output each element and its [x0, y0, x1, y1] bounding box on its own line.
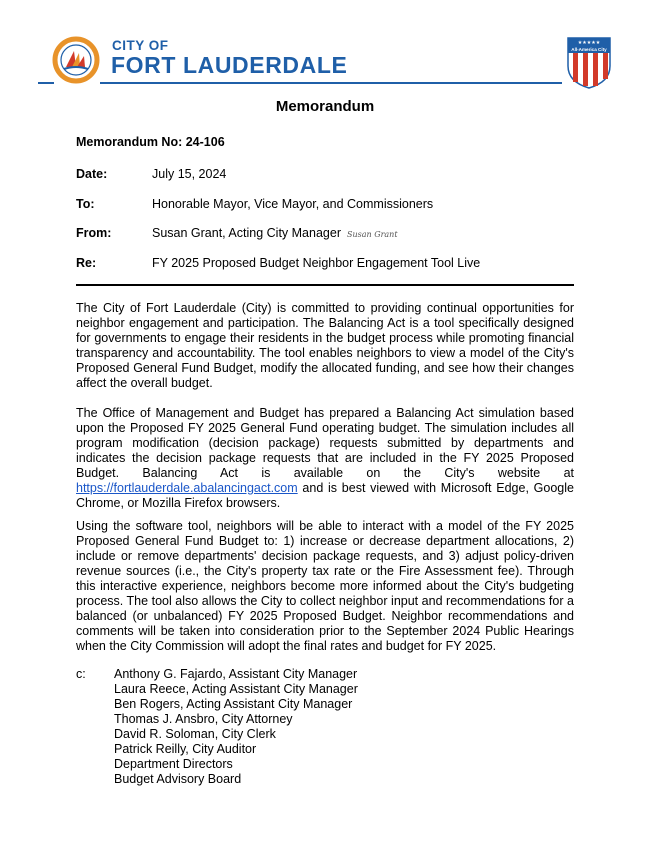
- from-value: Susan Grant, Acting City Manager: [152, 226, 341, 240]
- date-label: Date:: [76, 167, 108, 181]
- cc-recipient: Department Directors: [114, 757, 233, 771]
- date-value: July 15, 2024: [152, 167, 227, 181]
- badge-text: All-America City: [571, 47, 607, 52]
- cc-recipient: Thomas J. Ansbro, City Attorney: [114, 712, 293, 726]
- signature: Susan Grant: [346, 230, 398, 239]
- cc-list: [114, 667, 358, 787]
- city-name-text: FORT LAUDERDALE: [111, 52, 348, 78]
- city-of-text: CITY OF: [112, 38, 169, 53]
- from-label: From:: [76, 226, 112, 240]
- city-seal-icon: [52, 36, 100, 84]
- paragraph-1: The City of Fort Lauderdale (City) is committed to providing continual opportunities for neighbor engagement and participation. The Balancing Act is a tool specifically designed for governments to engage their residents in the budget process while promoting financial transparency and accountability. The tool enables neighbors to view a model of the City's Proposed General Fund Budget, modify the allocated funding, and see how their changes affect the overall budget.: [76, 301, 574, 390]
- to-value: Honorable Mayor, Vice Mayor, and Commissioners: [152, 197, 434, 211]
- cc-recipient: Laura Reece, Acting Assistant City Manager: [114, 682, 358, 696]
- cc-recipient: Anthony G. Fajardo, Assistant City Manager: [114, 667, 358, 681]
- all-america-city-badge-icon: [566, 36, 612, 90]
- balancing-act-link[interactable]: https://fortlauderdale.abalancingact.com: [76, 481, 298, 495]
- cc-recipient: Budget Advisory Board: [114, 772, 242, 786]
- header-rule-left: [38, 82, 54, 84]
- cc-recipient: David R. Soloman, City Clerk: [114, 727, 276, 741]
- svg-text:★★★★★: ★★★★★: [577, 40, 601, 46]
- paragraph-2-text-end: and is best viewed with Microsoft Edge, Google Chrome, or Mozilla Firefox browsers.: [76, 481, 574, 510]
- re-value: FY 2025 Proposed Budget Neighbor Engagement Tool Live: [152, 256, 481, 270]
- re-label: Re:: [76, 256, 97, 270]
- memo-title: Memorandum: [275, 98, 375, 115]
- letterhead: [0, 0, 650, 95]
- to-label: To:: [76, 197, 95, 211]
- header-rule: [100, 82, 562, 84]
- cc-label: c:: [76, 667, 86, 681]
- cc-recipient: Patrick Reilly, City Auditor: [114, 742, 257, 756]
- from-line: [152, 226, 398, 240]
- paragraph-2: [76, 406, 574, 511]
- paragraph-2-text: The Office of Management and Budget has prepared a Balancing Act simulation based upon the Proposed FY 2025 General Fund operating budget. The simulation includes all program modification (decision package) requests submitted by departments and indicates the decision package requests that are included in the FY 2025 Proposed Budget. Balancing Act is available on the City's website at: [76, 406, 574, 480]
- paragraph-3: Using the software tool, neighbors will be able to interact with a model of the FY 2025 Proposed General Fund Budget to: 1) increase or decrease department allocations, 2) include or remove departments' decision package requests, and 3) adjust policy-driven revenue sources (i.e., the City's property tax rate or the Fire Assessment fee). Through this interactive experience, neighbors become more informed about the City's budgeting process. The tool also allows the City to collect neighbor input and recommendations for a balanced (or unbalanced) FY 2025 Proposed Budget. Neighbor recommendations and comments will be taken into consideration prior to the September 2024 Public Hearings when the City Commission will adopt the final rates and budget for FY 2025.: [76, 519, 574, 653]
- header-divider: [76, 284, 574, 286]
- memo-number: Memorandum No: 24-106: [76, 135, 225, 149]
- cc-recipient: Ben Rogers, Acting Assistant City Manager: [114, 697, 353, 711]
